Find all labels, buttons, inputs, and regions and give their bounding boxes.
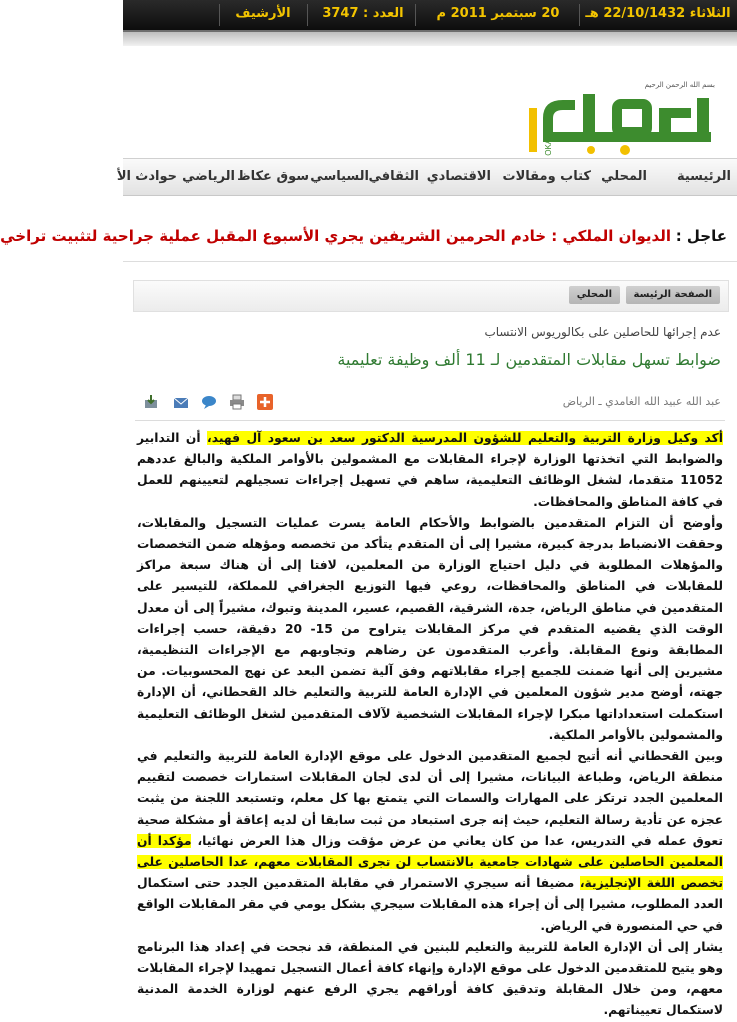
nav-culture[interactable]: الثقافي (368, 169, 419, 184)
plus-icon[interactable] (257, 394, 273, 410)
breadcrumb-section[interactable]: المحلي (569, 286, 620, 304)
nav-accidents[interactable]: حوادث (135, 169, 177, 184)
save-icon[interactable] (143, 394, 159, 410)
breaking-text[interactable]: الديوان الملكي : خادم الحرمين الشريفين يجري الأسبوع المقبل عملية جراحية لتثبيت تراخي (0, 227, 671, 245)
nav-economy[interactable]: الاقتصادي (426, 169, 491, 184)
breadcrumb (133, 280, 729, 312)
main-nav (116, 158, 737, 196)
article-paragraph: يشار إلى أن الإدارة العامة للتربية والتعليم للبنين في المنطقة، قد نجحت في إعداد هذا البرنامج وهو يتيح للمتقدمين الدخول على موقع الإدارة وإنهاء كافة أعمال التسجيل تمهيدا لإجراء المقابلات معهم، ومن خلال المقابلة وتدقيق كافة أوراقهم يجري الرفع عنهم لوزارة الخدمة المدنية لاستكمال تعييناتهم. (137, 939, 723, 1018)
archive-link[interactable]: الأرشيف (235, 6, 291, 21)
email-icon[interactable] (173, 394, 189, 410)
gregorian-date: 20 سبتمبر 2011 م (436, 6, 560, 21)
nav-sports[interactable]: الرياضي (182, 169, 235, 184)
article-body (137, 428, 723, 1018)
nav-writers[interactable]: كتاب ومقالات (502, 169, 591, 184)
logo-latin: OKAZ (544, 134, 553, 156)
print-icon[interactable] (229, 394, 245, 410)
article-paragraph: وأوضح أن التزام المتقدمين بالضوابط والأحكام العامة يسرت عمليات التسجيل والمقابلات، وحققت الانضباط بدرجة كبيرة، مشيرا إلى أن المتقدم يتأكد من تخصصه ومؤهله ضمن التخصصات والمؤهلات المطلوبة في دليل احتياج الوزارة من المعلمين، لافتا إلى أن هناك سبعة مراكز للمقابلات في المناطق والمحافظات، روعي فيها التوزيع الجغرافي للمملكة، للتيسير على المتقدمين في مناطق الرياض، جدة، الشرقية، القصيم، عسير، المدينة وتبوك، مشيراً إلى أن معدل الوقت الذي يقضيه المتقدم في مركز المقابلات يتراوح من 15- 20 دقيقة، حسب إجراءات المطابقة ونوع المقابلة. وأعرب المتقدمون عن رضاهم وتجاوبهم مع الإجراءات التنظيمية، مشيرين إلى أنها ضمنت للجميع إجراء مقابلاتهم وفق آلية تضمن البعد عن نهج المحسوبيات. من جهته، أوضح مدير شؤون المعلمين في الإدارة العامة للتربية والتعليم خالد القحطاني، أن الإدارة استكملت استعداداتها مبكرا لإجراء المقابلات الشخصية لآلاف المتقدمين لشغل الوظائف التعليمية والمشمولين بالأوامر الملكية. (137, 515, 723, 742)
nav-local[interactable]: المحلي (601, 169, 647, 184)
issue-number: العدد : 3747 (322, 6, 404, 21)
okaz-logo[interactable] (521, 88, 719, 160)
highlighted-text: أكد وكيل وزارة التربية والتعليم للشؤون المدرسية الدكتور سعد بن سعود آل فهيد، (207, 431, 723, 445)
nav-souq-okaz[interactable]: سوق عكاظ (237, 169, 309, 184)
site-header (123, 32, 737, 156)
logo-tagline: بسم الله الرحمن الرحيم (644, 81, 715, 89)
article-paragraph: وبين القحطاني أنه أتيح لجميع المتقدمين الدخول على موقع الإدارة العامة للتربية والتعليم في منطقة الرياض، وطباعة البيانات، مشيرا إلى أن لدى لجان المقابلات استمارات خصصت لتقييم المعلمين الجدد ترتكز على المهارات والسمات التي يتمتع بها كل معلم، وتستبعد اللجنة من يثبت عجزه عن تأدية رسالة التعليم، حيث إنه جرى استبعاد من ثبت سابقا أن لديه إعاقة أو مشكلة صحية تعوق عمله في التدريس، عدا من كان يعاني من عرض مؤقت وزال هذا العرض نهائيا، مؤكدا أن المعلمين الحاصلين على شهادات جامعية بالانتساب لن تجرى المقابلات معهم، عدا الحاصلين على تخصص اللغة الإنجليزية، مضيفا أنه سيجري الاستمرار في مقابلة المتقدمين الجدد حتى استكمال العدد المطلوب، مشيرا إلى أن إجراء هذه المقابلات سيجري بشكل يومي في مقر المقابلات الواقع في حي المنصورة في الرياض. (137, 749, 723, 933)
breaking-label: عاجل : (675, 227, 727, 245)
article-headline: ضوابط تسهل مقابلات المتقدمين لـ 11 ألف وظيفة تعليمية (337, 350, 721, 369)
breadcrumb-home[interactable]: الصفحة الرئيسة (626, 286, 720, 304)
article-byline: عبد الله عبيد الله الغامدي ـ الرياض (562, 395, 721, 408)
article-kicker: عدم إجرائها للحاصلين على بكالوريوس الانتساب (484, 325, 721, 339)
hijri-date: الثلاثاء 22/10/1432 هـ (585, 6, 731, 21)
nav-more[interactable]: الأ (116, 169, 131, 184)
comment-icon[interactable] (201, 394, 217, 410)
highlighted-text: مؤكدا أن المعلمين الحاصلين على شهادات جامعية بالانتساب لن تجرى المقابلات معهم، عدا الحاصلين على تخصص اللغة الإنجليزية، (137, 833, 723, 891)
top-bar (123, 0, 737, 32)
divider (135, 420, 725, 421)
breaking-news-ticker (0, 217, 737, 262)
article-paragraph: أكد وكيل وزارة التربية والتعليم للشؤون المدرسية الدكتور سعد بن سعود آل فهيد، أن التدابير والضوابط التي اتخذتها الوزارة لإجراء المقابلات مع المشمولين بالأوامر الملكية والبالغ عددهم 11052 متقدما، لشغل الوظائف التعليمية، ساهم في تسهيل إجراءات تسجيلهم لتعيينهم للعمل في كافة المناطق والمحافظات. (137, 431, 723, 509)
nav-home[interactable]: الرئيسية (676, 169, 731, 184)
nav-politics[interactable]: السياسي (310, 169, 369, 184)
